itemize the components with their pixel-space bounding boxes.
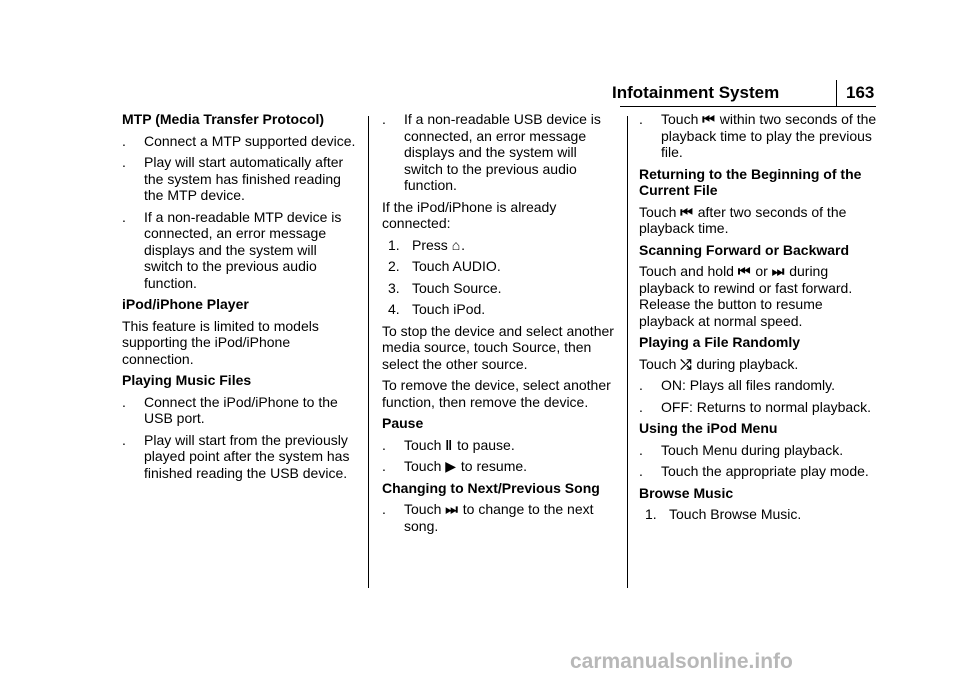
bullet-mark: . — [639, 111, 643, 127]
list-item — [382, 111, 614, 194]
home-icon: ⌂ — [451, 236, 461, 253]
list-item — [122, 133, 358, 150]
playing-music-heading: Playing Music Files — [122, 372, 252, 388]
step-number: 1. — [645, 506, 657, 522]
list-item-text: Touch — [404, 436, 442, 453]
list-item-text: to pause. — [457, 436, 515, 453]
bullet-mark: . — [382, 111, 386, 127]
list-item — [382, 437, 614, 454]
already-connected-paragraph: If the iPod/iPhone is already connected: — [382, 198, 557, 231]
step-text: Press — [412, 236, 448, 253]
bullet-mark: . — [639, 398, 643, 415]
list-item — [639, 377, 879, 394]
paragraph-text: Touch — [639, 203, 677, 220]
section-title: Infotainment System — [612, 83, 780, 102]
list-item — [639, 442, 879, 459]
column-divider-1 — [368, 116, 369, 588]
watermark: carmanualsonline.info — [570, 650, 793, 673]
remove-device-paragraph: To remove the device, select another function, then remove the device. — [382, 377, 611, 410]
list-item — [122, 394, 358, 427]
list-item — [122, 154, 358, 204]
changing-song-heading: Changing to Next/Previous Song — [382, 479, 600, 496]
column-2 — [382, 111, 614, 539]
paragraph-text: during playback to rewind or fast forward. Release the button to resume playback at normal speed. — [639, 263, 853, 329]
random-paragraph — [639, 356, 879, 373]
column-divider-2 — [627, 116, 628, 588]
list-item-text: If a non-readable USB device is connected, an error message displays and the system will switch to the previous audio function. — [404, 111, 601, 193]
previous-track-icon: ⏮ — [702, 111, 715, 127]
list-item — [382, 458, 614, 475]
shuffle-icon: ⤮ — [680, 355, 692, 372]
pause-heading: Pause — [382, 415, 424, 431]
paragraph-text: Touch and hold — [639, 263, 734, 279]
scanning-heading: Scanning Forward or Backward — [639, 241, 850, 258]
bullet-mark: . — [382, 436, 386, 453]
list-item — [122, 432, 358, 482]
page-number: 163 — [846, 83, 875, 102]
ipod-heading: iPod/iPhone Player — [122, 296, 249, 312]
bullet-mark: . — [122, 132, 126, 149]
list-item-text: within two seconds of the playback time to play the previous file. — [661, 111, 877, 160]
step-text: Touch AUDIO. — [412, 258, 501, 274]
pause-icon: ‖ — [445, 436, 453, 453]
bullet-mark: . — [382, 501, 386, 517]
play-icon: ▶ — [445, 458, 457, 474]
list-item-text: Touch the appropriate play mode. — [661, 463, 869, 479]
bullet-mark: . — [382, 458, 386, 474]
bullet-mark: . — [122, 154, 126, 170]
paragraph-text: Touch — [639, 355, 677, 372]
step-text: Touch Source. — [412, 279, 502, 296]
bullet-mark: . — [639, 441, 643, 458]
page-header — [0, 80, 960, 110]
mtp-heading: MTP (Media Transfer Protocol) — [122, 111, 324, 127]
column-3 — [639, 111, 879, 528]
step-number: 2. — [388, 258, 400, 274]
step-text: Touch iPod. — [412, 301, 486, 317]
step-item — [382, 237, 614, 254]
list-item-text: Touch Menu during playback. — [661, 441, 844, 458]
previous-track-icon: ⏮ — [737, 263, 751, 279]
column-1 — [122, 111, 358, 486]
step-number: 3. — [388, 279, 400, 296]
list-item-text: Play will start from the previously played point after the system has finished reading the USB device. — [144, 431, 350, 481]
list-item-text: Connect the iPod/iPhone to the USB port. — [144, 393, 338, 426]
list-item-text: Touch — [661, 111, 699, 127]
list-item-text: Touch — [404, 501, 442, 517]
list-item-text: to change to the next song. — [404, 501, 594, 534]
list-item-text: Connect a MTP supported device. — [144, 132, 356, 149]
step-number: 4. — [388, 301, 400, 317]
next-track-icon: ⏭ — [771, 263, 785, 279]
step-item — [639, 506, 879, 523]
bullet-mark: . — [122, 208, 126, 225]
list-item — [639, 463, 879, 480]
random-heading: Playing a File Randomly — [639, 334, 801, 350]
list-item-text: ON: Plays all files randomly. — [661, 377, 836, 393]
list-item — [639, 399, 879, 416]
stop-device-paragraph: To stop the device and select another media source, touch Source, then select the other source. — [382, 322, 614, 372]
step-text: Touch Browse Music. — [669, 506, 802, 522]
paragraph-text: during playback. — [696, 355, 799, 372]
bullet-mark: . — [122, 393, 126, 410]
bullet-mark: . — [122, 431, 126, 448]
bullet-mark: . — [639, 377, 643, 393]
returning-heading: Returning to the Beginning of the Current File — [639, 165, 862, 198]
header-divider — [836, 80, 837, 106]
paragraph-text: or — [755, 263, 768, 279]
ipod-paragraph: This feature is limited to models supporting the iPod/iPhone connection. — [122, 317, 319, 367]
list-item — [639, 111, 879, 161]
step-number: 1. — [388, 236, 400, 253]
list-item — [382, 501, 614, 534]
list-item-text: OFF: Returns to normal playback. — [661, 398, 872, 415]
step-item — [382, 301, 614, 318]
returning-paragraph — [639, 204, 879, 237]
step-text: . — [461, 236, 466, 253]
previous-track-icon: ⏮ — [680, 203, 693, 220]
step-item — [382, 258, 614, 275]
list-item — [122, 209, 358, 292]
list-item-text: to resume. — [460, 458, 528, 474]
header-rule — [620, 106, 876, 107]
step-item — [382, 280, 614, 297]
browse-music-heading: Browse Music — [639, 484, 734, 501]
scanning-paragraph — [639, 263, 879, 329]
ipod-menu-heading: Using the iPod Menu — [639, 420, 778, 436]
list-item-text: Play will start automatically after the system has finished reading the MTP device. — [144, 154, 344, 203]
next-track-icon: ⏭ — [445, 501, 458, 517]
bullet-mark: . — [639, 463, 643, 479]
list-item-text: Touch — [404, 458, 442, 474]
list-item-text: If a non-readable MTP device is connected, an error message displays and the system will switch to the previous audio function. — [144, 208, 342, 291]
paragraph-text: after two seconds of the playback time. — [639, 203, 847, 236]
